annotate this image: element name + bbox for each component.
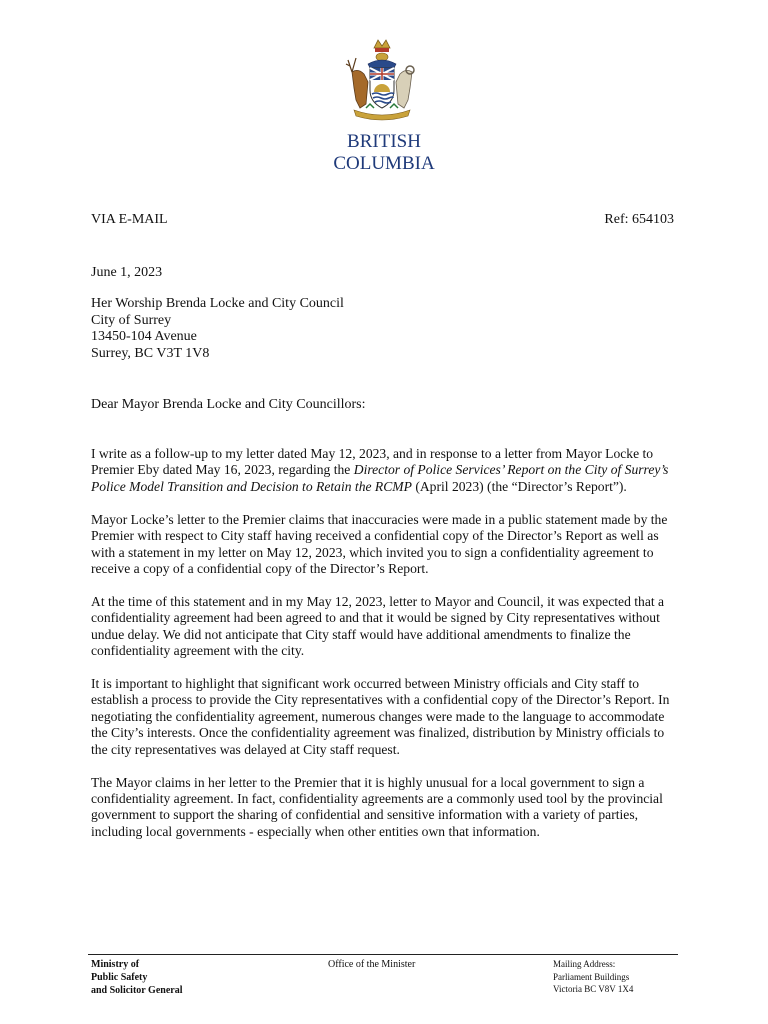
body-paragraph: The Mayor claims in her letter to the Premier that it is highly unusual for a local government to sign a confidentiality agreement. In fact, confidentiality agreements are a commonly used tool by the provincial government to support the sharing of confidential and sensitive information with a variety of parties, including local governments - especially when other entities own that information. <box>91 774 663 839</box>
footer-office: Office of the Minister <box>328 959 416 970</box>
body-paragraph-1-end: (April 2023) (the “Director’s Report”). <box>411 478 627 494</box>
body-paragraph: It is important to highlight that significant work occurred between Ministry officials and City staff to establish a process to provide the City representatives with a confidential copy of the Director’s Report. In negotiating the confidentiality agreement, numerous changes were made to the language to accommodate the City’s interests. Once the confidentiality agreement was finalized, distribution by Ministry officials to the city representatives was delayed at City staff request. <box>91 675 670 757</box>
body-paragraph-1-start: I write as a follow-up to my letter dated May 12, 2023, and in response to a letter from Mayor Locke to Premier Eby dated May 16, 2023, regarding the <box>91 446 654 478</box>
ministry-line: and Solicitor General <box>91 985 183 996</box>
address-line: Her Worship Brenda Locke and City Council <box>91 296 344 311</box>
recipient-address <box>91 296 344 362</box>
mailing-line: Mailing Address: <box>553 959 616 969</box>
delivery-method: VIA E-MAIL <box>91 212 168 227</box>
letter-meta <box>91 211 674 228</box>
address-line: Surrey, BC V3T 1V8 <box>91 345 210 361</box>
report-title: Director of Police Services’ Report on the City of Surrey’s Police Model Transition and Decision to Retain the RCMP <box>91 462 669 494</box>
mailing-line: Parliament Buildings <box>553 971 630 982</box>
province-wordmark <box>0 131 768 175</box>
footer-mailing-address <box>553 958 633 996</box>
mailing-line: Victoria BC V8V 1X4 <box>553 984 634 994</box>
address-line: City of Surrey <box>91 312 172 328</box>
body-paragraph: At the time of this statement and in my May 12, 2023, letter to Mayor and Council, it was expected that a confidentiality agreement had been agreed to and that it would be signed by City representatives without undue delay. We did not anticipate that City staff would have additional amendments to finalize the confidentiality agreement with the city. <box>91 593 665 659</box>
footer-divider <box>88 954 678 955</box>
letter-body <box>91 446 676 857</box>
ministry-line: Ministry of <box>91 959 140 970</box>
body-paragraph <box>91 446 676 495</box>
letter-date: June 1, 2023 <box>91 265 163 280</box>
province-name-line1: BRITISH <box>347 131 421 152</box>
ministry-line: Public Safety <box>91 972 148 983</box>
province-name-line2: COLUMBIA <box>333 153 435 174</box>
address-line: 13450-104 Avenue <box>91 329 197 344</box>
footer-ministry <box>91 958 182 997</box>
bc-coat-of-arms-icon <box>338 38 426 124</box>
body-paragraph: Mayor Locke’s letter to the Premier claims that inaccuracies were made in a public statement made by the Premier with respect to City staff having received a confidential copy of the Director’s Report as well as with a statement in my letter on May 12, 2023, which invited you to sign a confidentiality agreement to receive a copy of a confidential copy of the Director’s Report. <box>91 511 668 576</box>
reference-number: Ref: 654103 <box>604 212 674 227</box>
salutation: Dear Mayor Brenda Locke and City Councillors: <box>91 397 366 412</box>
